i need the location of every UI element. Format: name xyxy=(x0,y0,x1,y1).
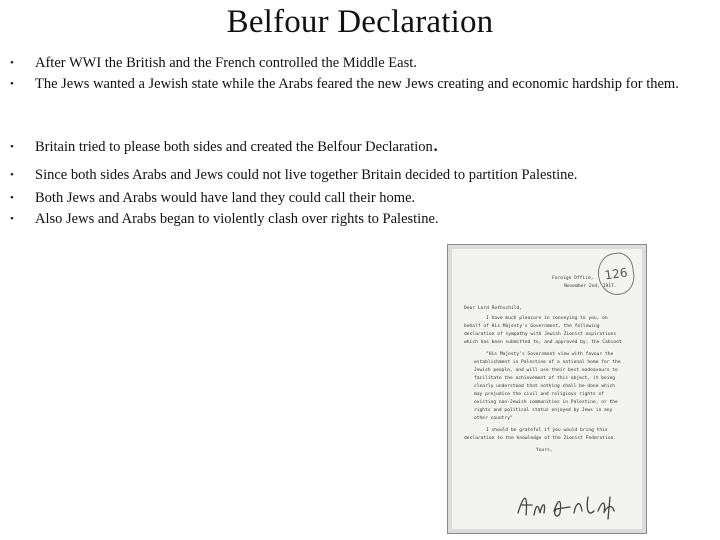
letter-line: facilitate the achievement of this object, it being xyxy=(474,376,616,381)
declaration-letter-image xyxy=(447,244,647,534)
bullet-text: The Jews wanted a Jewish state while the Arabs feared the new Jews creating and economic hardship for them. xyxy=(35,76,679,92)
archive-stamp: 126 xyxy=(595,251,636,298)
bullet-text: Also Jews and Arabs began to violently clash over rights to Palestine. xyxy=(35,211,439,227)
bullet-text: Since both sides Arabs and Jews could not live together Britain decided to partition Palestine. xyxy=(35,167,578,183)
letter-line: I have much pleasure in conveying to you, on xyxy=(486,316,608,321)
letter-salutation: Dear Lord Rothschild, xyxy=(464,306,523,311)
letter-header-line: November 2nd, 1917. xyxy=(564,284,617,289)
letter-line: existing non-Jewish communities in Palestine, or the xyxy=(474,400,618,405)
bullet-period: . xyxy=(432,131,439,156)
bullet-text: Both Jews and Arabs would have land they could call their home. xyxy=(35,190,416,206)
letter-closing: Yours, xyxy=(536,448,553,453)
slide-title: Belfour Declaration xyxy=(226,4,494,40)
bullet-marker: • xyxy=(10,78,14,90)
letter-line: behalf of His Majesty's Government, the following xyxy=(464,324,600,329)
letter-header-line: Foreign Office, xyxy=(552,276,594,281)
bullet-marker: • xyxy=(10,169,14,181)
signature-image xyxy=(514,489,634,521)
letter-paper xyxy=(452,249,642,529)
bullet-text: After WWI the British and the French controlled the Middle East. xyxy=(35,55,417,71)
letter-line: other country" xyxy=(474,416,513,421)
bullet-marker: • xyxy=(10,213,14,225)
letter-line: rights and political status enjoyed by Jews in any xyxy=(474,408,613,413)
letter-line: establishment in Palestine of a national home for the xyxy=(474,360,621,365)
letter-line: "His Majesty's Government view with favour the xyxy=(486,352,614,357)
letter-line: Jewish people, and will use their best endeavours to xyxy=(474,368,618,373)
letter-line: clearly understood that nothing shall be done which xyxy=(474,384,616,389)
bullet-marker: • xyxy=(10,192,14,204)
bullet-marker: • xyxy=(10,57,14,69)
bullet-text: Britain tried to please both sides and created the Belfour Declaration xyxy=(35,139,433,155)
letter-line: declaration of sympathy with Jewish Zionist aspirations xyxy=(464,332,617,337)
bullet-marker: • xyxy=(10,141,14,153)
letter-line: which has been submitted to, and approved by, the Cabinet xyxy=(464,340,622,345)
letter-line: I should be grateful if you would bring this xyxy=(486,428,608,433)
letter-line: declaration to the knowledge of the Zionist Federation. xyxy=(464,436,617,441)
letter-line: may prejudice the civil and religious rights of xyxy=(474,392,604,397)
